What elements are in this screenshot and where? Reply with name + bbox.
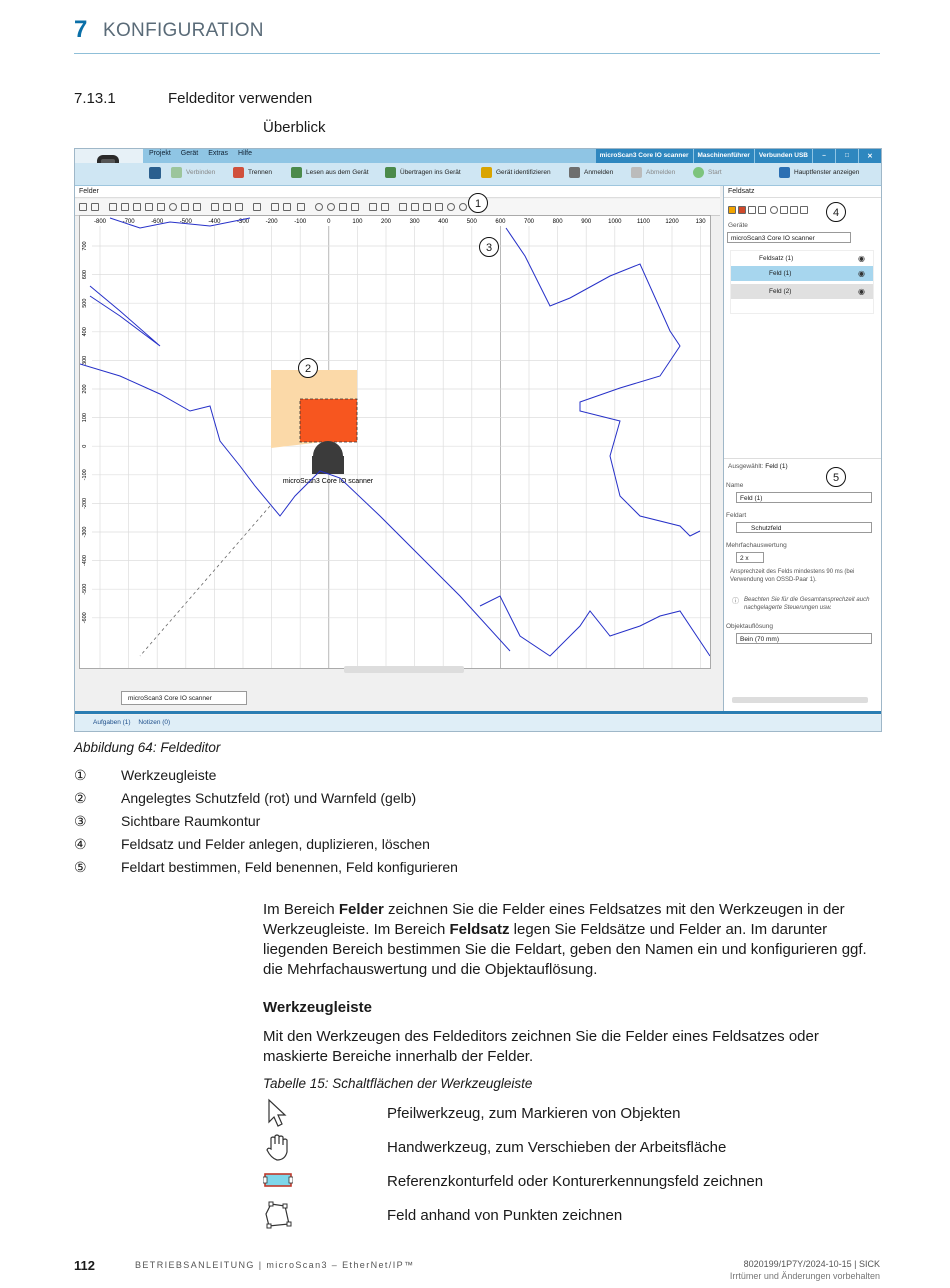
- reference-contour-icon: [263, 1166, 293, 1196]
- name-label: Name: [726, 482, 744, 489]
- field-drawing[interactable]: [80, 216, 710, 668]
- x-tick-label: 300: [409, 219, 420, 225]
- x-tick-label: 600: [495, 219, 506, 225]
- tool-row: Handwerkzeug, zum Verschieben der Arbeitsfläche: [263, 1132, 883, 1164]
- mehrfach-label: Mehrfachauswertung: [726, 542, 787, 549]
- name-input[interactable]: Feld (1): [736, 492, 872, 503]
- callout-3: 3: [479, 237, 499, 257]
- y-tick-label: -600: [82, 612, 88, 624]
- x-tick-label: 1200: [665, 219, 679, 225]
- legend-item: ⑤ Feldart bestimmen, Feld benennen, Feld konfigurieren: [74, 859, 458, 875]
- objekt-label: Objektauflösung: [726, 623, 773, 630]
- feldsatz-pane-title: Feldsatz: [724, 186, 882, 198]
- tree-feldsatz[interactable]: Feldsatz (1) ◉: [731, 251, 873, 266]
- x-tick-label: 1100: [636, 219, 650, 225]
- x-tick-label: -200: [265, 219, 278, 225]
- pane-divider: [724, 458, 882, 459]
- zoom-area-icon[interactable]: [351, 203, 359, 211]
- trennen-button[interactable]: Trennen: [233, 167, 272, 178]
- tree-feld-1[interactable]: Feld (1) ◉: [731, 266, 873, 281]
- menu-hilfe[interactable]: Hilfe: [238, 150, 253, 157]
- x-tick-label: 500: [466, 219, 477, 225]
- felder-pane-title: Felder: [75, 186, 720, 198]
- protective-field[interactable]: [300, 399, 357, 442]
- close-button[interactable]: ✕: [859, 149, 881, 163]
- tool-row: Referenzkonturfeld oder Konturerkennungsfeld zeichnen: [263, 1166, 883, 1198]
- canvas-scrollbar[interactable]: [344, 666, 464, 673]
- distribute-icon[interactable]: [283, 203, 291, 211]
- document-tab[interactable]: microScan3 Core IO scanner: [121, 691, 247, 705]
- y-tick-label: 200: [82, 384, 88, 394]
- app-menu: [149, 150, 260, 157]
- mirror-icon[interactable]: [253, 203, 261, 211]
- connection-tab[interactable]: Verbunden USB: [755, 149, 812, 163]
- legend-item: ③ Sichtbare Raumkontur: [74, 813, 261, 829]
- y-tick-label: 100: [82, 413, 88, 423]
- device-label: microScan3 Core IO scanner: [282, 478, 374, 485]
- eye-icon[interactable]: ◉: [858, 287, 865, 296]
- y-tick-label: -200: [82, 497, 88, 509]
- section-number: 7.13.1: [74, 90, 116, 107]
- add-field-icon[interactable]: [738, 206, 746, 214]
- x-tick-label: -600: [151, 219, 164, 225]
- snap-icon[interactable]: [369, 203, 377, 211]
- section-subtitle: Überblick: [263, 119, 326, 136]
- x-tick-label: -700: [122, 219, 135, 225]
- y-tick-label: 500: [82, 298, 88, 308]
- x-tick-label: 130: [695, 219, 706, 225]
- edit-points-icon[interactable]: [211, 203, 219, 211]
- feldeditor-screenshot: [74, 148, 882, 732]
- feldsatz-toolbar: [728, 204, 828, 216]
- legend-item: ① Werkzeugleiste: [74, 767, 217, 783]
- y-tick-label: -300: [82, 526, 88, 538]
- chapter-title: KONFIGURATION: [103, 20, 264, 41]
- section-title: Feldeditor verwenden: [168, 90, 313, 107]
- verbinden-button[interactable]: Verbinden: [171, 167, 215, 178]
- info-note: Beachten Sie für die Gesamtansprechzeit auch nachgelagerte Steuerungen usw.: [744, 597, 870, 611]
- table-caption: Tabelle 15: Schaltflächen der Werkzeugleiste: [263, 1076, 533, 1091]
- room-contour-bottom: [480, 596, 710, 656]
- y-tick-label: -500: [82, 583, 88, 595]
- sidebar-scrollbar[interactable]: [732, 697, 868, 703]
- feldart-label: Feldart: [726, 512, 747, 519]
- maximize-button[interactable]: □: [836, 149, 858, 163]
- x-tick-label: 200: [380, 219, 392, 225]
- menu-projekt[interactable]: Projekt: [149, 150, 171, 157]
- figure-caption: Abbildung 64: Feldeditor: [74, 740, 221, 755]
- pencil-icon[interactable]: [435, 203, 443, 211]
- x-tick-label: 900: [581, 219, 592, 225]
- tree-feld-2[interactable]: Feld (2) ◉: [731, 284, 873, 299]
- arrow-tool-icon: [263, 1098, 291, 1128]
- room-contour-right: [506, 228, 700, 536]
- start-button[interactable]: Start: [693, 167, 722, 178]
- legend-item: ④ Feldsatz und Felder anlegen, duplizieren, löschen: [74, 836, 430, 852]
- delete-icon[interactable]: [235, 203, 243, 211]
- lesen-button[interactable]: Lesen aus dem Gerät: [291, 167, 369, 178]
- add-feldsatz-icon[interactable]: [728, 206, 736, 214]
- callout-4: 4: [826, 202, 846, 222]
- footer-reference: 8020199/1P7Y/2024-10-15 | SICK: [743, 1259, 880, 1269]
- mehrfach-note: Ansprechzeit des Felds mindestens 90 ms (bei Verwendung von OSSD-Paar 1).: [730, 569, 855, 583]
- objekt-select[interactable]: Bein (70 mm): [736, 633, 872, 644]
- device-select[interactable]: microScan3 Core IO scanner: [727, 232, 851, 243]
- arrow-tool-icon[interactable]: [109, 203, 117, 211]
- anmelden-button[interactable]: Anmelden: [569, 167, 613, 178]
- segment-tool-icon[interactable]: [181, 203, 189, 211]
- mehrfach-select[interactable]: 2 x: [736, 552, 764, 563]
- import-icon[interactable]: [790, 206, 798, 214]
- status-divider: [75, 711, 881, 714]
- y-tick-label: -100: [82, 469, 88, 481]
- signal-icon[interactable]: [780, 206, 788, 214]
- geraete-label: Geräte: [728, 222, 748, 229]
- x-tick-label: 800: [552, 219, 563, 225]
- drawing-toolbar: [75, 199, 720, 216]
- measure-icon[interactable]: [423, 203, 431, 211]
- zoom-in-icon[interactable]: [315, 203, 323, 211]
- minimize-button[interactable]: –: [813, 149, 835, 163]
- field-tree: [730, 250, 874, 314]
- abmelden-button[interactable]: Abmelden: [631, 167, 675, 178]
- feldsatz-pane: [723, 186, 882, 711]
- dashed-guide: [140, 506, 270, 656]
- align-icon[interactable]: [271, 203, 279, 211]
- x-tick-label: 100: [352, 219, 363, 225]
- info-icon: ⓘ: [732, 598, 739, 605]
- intro-paragraph: Im Bereich Felder zeichnen Sie die Felder eines Feldsatzes mit den Werkzeugen in der Werkzeugleiste. Im Bereich Feldsatz legen Sie Feldsätze und Felder an. Im darunter liegenden Bereich bestimmen Sie die Feldart, geben den Namen ein und konfigurieren ggf. die Mehrfachauswertung und die Objektauflösung.: [263, 901, 867, 978]
- reference-contour-icon[interactable]: [133, 203, 141, 211]
- x-tick-label: 700: [523, 219, 535, 225]
- paste-icon[interactable]: [223, 203, 231, 211]
- notes-link[interactable]: Notizen (0): [138, 719, 171, 726]
- x-tick-label: 1000: [608, 219, 622, 225]
- app-titlebar: [75, 149, 881, 163]
- footer-document: BETRIEBSANLEITUNG | microScan3 – EtherNet/IP™: [135, 1260, 415, 1270]
- snap-grid-icon[interactable]: [381, 203, 389, 211]
- x-tick-label: -500: [179, 219, 192, 225]
- undo-icon[interactable]: [79, 203, 87, 211]
- redo-icon[interactable]: [91, 203, 99, 211]
- page-number: 112: [74, 1258, 95, 1273]
- chapter-number: 7: [74, 16, 88, 43]
- menu-geraet[interactable]: Gerät: [180, 150, 199, 157]
- callout-1: 1: [468, 193, 488, 213]
- y-tick-label: 0: [82, 444, 88, 448]
- save-button[interactable]: [149, 167, 165, 179]
- status-bar: [75, 715, 881, 731]
- field-canvas[interactable]: [79, 215, 711, 669]
- tool-row: Feld anhand von Punkten zeichnen: [263, 1200, 883, 1232]
- fill-icon[interactable]: [297, 203, 305, 211]
- selected-label: Ausgewählt: Feld (1): [728, 463, 788, 470]
- callout-2: 2: [298, 358, 318, 378]
- x-tick-label: 400: [438, 219, 449, 225]
- help-icon[interactable]: [459, 203, 467, 211]
- polygon-tool-icon: [263, 1200, 293, 1230]
- zoom-fit-icon[interactable]: [339, 203, 347, 211]
- menu-extras[interactable]: Extras: [208, 150, 229, 157]
- x-tick-label: -400: [208, 219, 221, 225]
- y-tick-label: 700: [82, 241, 88, 251]
- zoom-out-icon[interactable]: [327, 203, 335, 211]
- rectangle-tool-icon[interactable]: [157, 203, 165, 211]
- duplicate-icon[interactable]: [748, 206, 756, 214]
- tasks-link[interactable]: Aufgaben (1): [93, 719, 131, 726]
- header-rule: [74, 53, 880, 54]
- toolbar-heading: Werkzeugleiste: [263, 999, 372, 1016]
- feldart-select[interactable]: Schutzfeld: [736, 522, 872, 533]
- device-tab[interactable]: microScan3 Core IO scanner: [596, 149, 693, 163]
- export-icon[interactable]: [800, 206, 808, 214]
- circle-tool-icon[interactable]: [169, 203, 177, 211]
- tool-row: Pfeilwerkzeug, zum Markieren von Objekten: [263, 1098, 883, 1130]
- eye-icon[interactable]: ◉: [858, 254, 865, 263]
- hand-tool-icon[interactable]: [121, 203, 129, 211]
- identifizieren-button[interactable]: Gerät identifizieren: [481, 167, 551, 178]
- polygon-tool-icon[interactable]: [145, 203, 153, 211]
- toolbar-paragraph: Mit den Werkzeugen des Feldeditors zeichnen Sie die Felder eines Feldsatzes oder maskierte Bereiche innerhalb der Felder.: [263, 1028, 819, 1065]
- x-tick-label: -100: [294, 219, 307, 225]
- background-image-icon[interactable]: [399, 203, 407, 211]
- copy-icon[interactable]: [193, 203, 201, 211]
- room-contour-left: [90, 286, 160, 346]
- user-tab[interactable]: Maschinenführer: [694, 149, 754, 163]
- footer-note: Irrtümer und Änderungen vorbehalten: [729, 1271, 880, 1281]
- layout-icon[interactable]: [411, 203, 419, 211]
- visibility-icon[interactable]: [447, 203, 455, 211]
- y-tick-label: -400: [82, 555, 88, 567]
- hand-tool-icon: [263, 1132, 293, 1162]
- y-tick-label: 400: [82, 327, 88, 337]
- y-tick-label: 600: [82, 270, 88, 280]
- eye-icon[interactable]: ◉: [858, 269, 865, 278]
- callout-5: 5: [826, 467, 846, 487]
- show-icon[interactable]: [770, 206, 778, 214]
- uebertragen-button[interactable]: Übertragen ins Gerät: [385, 167, 461, 178]
- hauptfenster-button[interactable]: Hauptfenster anzeigen: [779, 167, 859, 178]
- x-tick-label: -300: [236, 219, 250, 225]
- x-tick-label: 0: [327, 219, 331, 225]
- x-tick-label: -800: [93, 219, 107, 225]
- legend-item: ② Angelegtes Schutzfeld (rot) und Warnfeld (gelb): [74, 790, 417, 806]
- delete-field-icon[interactable]: [758, 206, 766, 214]
- y-tick-label: 300: [82, 355, 88, 365]
- title-tabs: [595, 149, 881, 163]
